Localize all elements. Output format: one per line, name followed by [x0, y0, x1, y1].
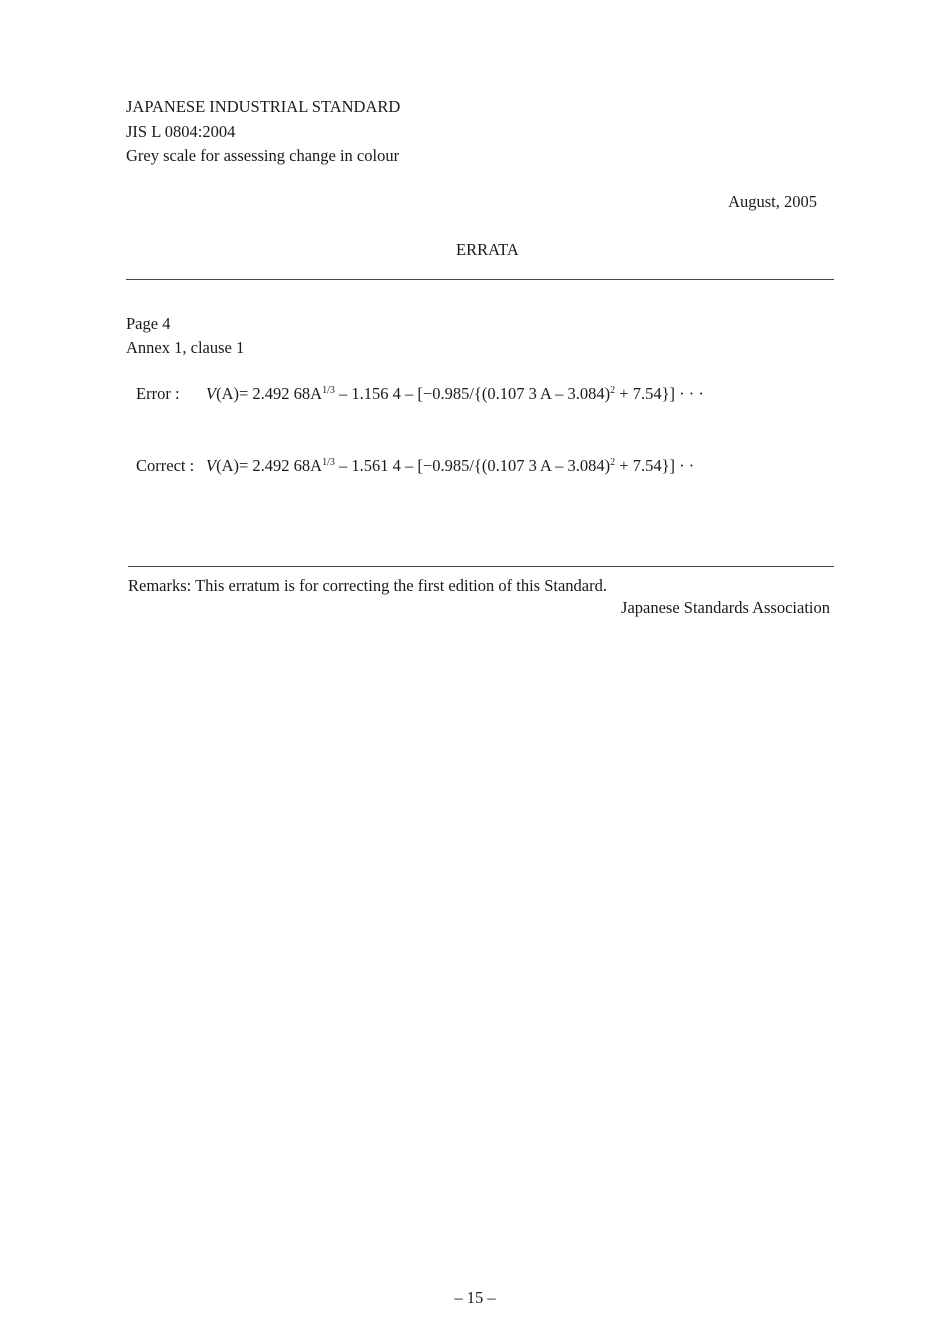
error-label: Error : — [136, 384, 180, 403]
standard-code: JIS L 0804:2004 — [126, 122, 236, 141]
correct-expr-mid: – 1.561 4 – [−0.985/{(0.107 3 A – 3.084) — [334, 456, 611, 475]
errata-date: August, 2005 — [728, 192, 817, 211]
page-title: ERRATA — [456, 240, 519, 259]
correct-exponent-2: 2 — [610, 457, 616, 468]
error-exponent-2: 2 — [610, 385, 616, 396]
bottom-divider — [128, 566, 834, 567]
error-variable: V — [206, 384, 217, 403]
error-equation — [136, 384, 704, 404]
standard-org: JAPANESE INDUSTRIAL STANDARD — [126, 97, 401, 116]
remarks-text: Remarks: This erratum is for correcting the first edition of this Standard. — [128, 576, 607, 595]
correct-expr-pre: (A)= 2.492 68A — [216, 456, 323, 475]
correct-exponent: 1/3 — [322, 457, 335, 468]
error-exponent: 1/3 — [322, 385, 335, 396]
error-expr-mid: – 1.156 4 – [−0.985/{(0.107 3 A – 3.084) — [334, 384, 611, 403]
correct-expr-post: + 7.54}] · · — [615, 456, 695, 475]
correct-label: Correct : — [136, 456, 195, 475]
top-divider — [126, 279, 834, 280]
correct-equation — [136, 456, 694, 476]
error-expr-post: + 7.54}] · · · — [615, 384, 704, 403]
issuing-association: Japanese Standards Association — [621, 598, 830, 617]
correct-variable: V — [206, 456, 217, 475]
standard-title: Grey scale for assessing change in colour — [126, 146, 400, 165]
clause-reference: Annex 1, clause 1 — [126, 338, 245, 357]
page-reference: Page 4 — [126, 314, 171, 333]
page-number: – 15 – — [454, 1288, 496, 1307]
error-expr-pre: (A)= 2.492 68A — [216, 384, 323, 403]
